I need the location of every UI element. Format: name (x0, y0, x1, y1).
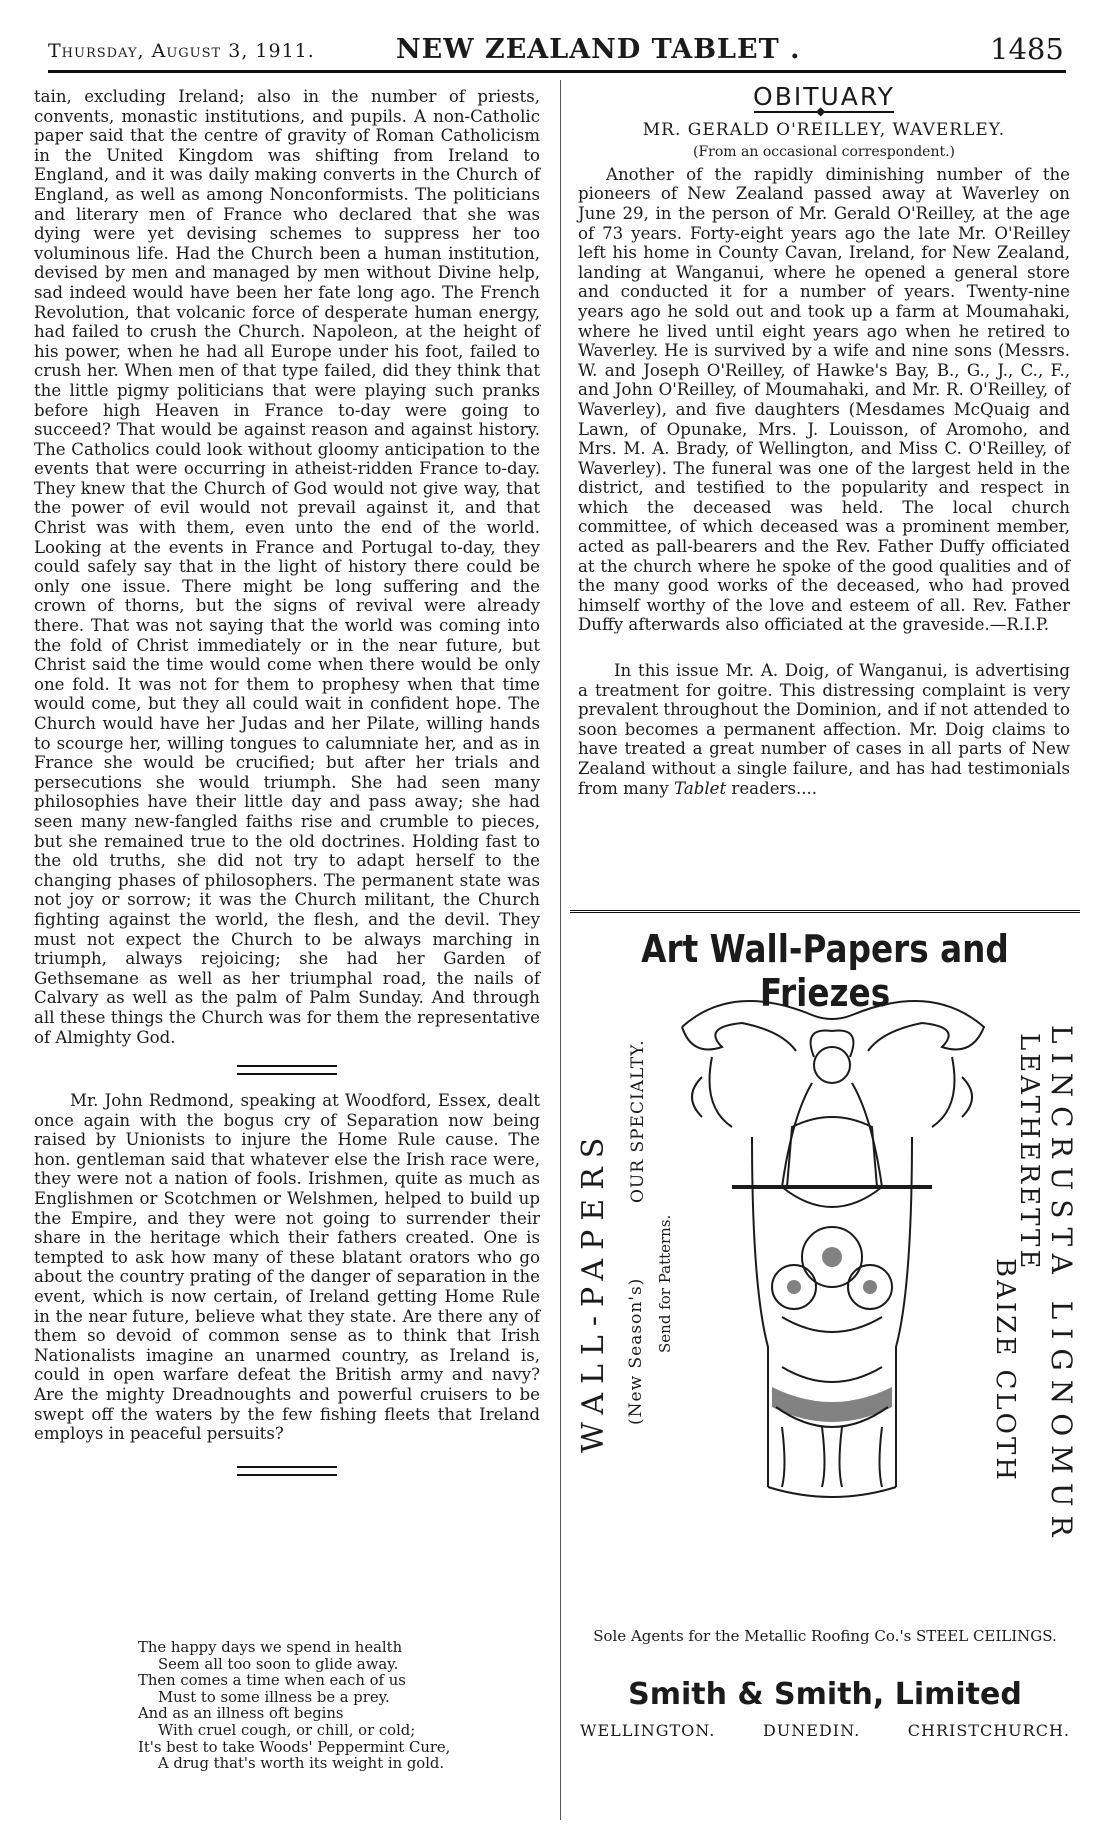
baize-cloth-label: BAIZE CLOTH (990, 1258, 1020, 1483)
redmond-paragraph: Mr. John Redmond, speaking at Woodford, Essex, dealt once again with the bogus cry of Separation now being raised by Unionists to injure the Home Rule cause. The hon. gentleman said that whatever else the Irish race were, they were not a nation of fools. Irishmen, quite as much as Englishmen or Scotchmen or Welshmen, helped to build up the Empire, and they were not going to surrender their share in the heritage which their fathers created. One is tempted to ask how many of these blatant orators who go about the country prating of the danger of separation in the event, which is now certain, of Ireland getting Home Rule in the near future, believe what they state. Are there any of them so devoid of common sense as to think that Irish Nationalists imagine an unarmed country, as Ireland is, could in open warfare defeat the British army and navy? Are the mighty Dreadnoughts and powerful cruisers to be swept off the waters by the few fishing fleets that Ireland employs in peaceful persuits? (34, 1091, 540, 1444)
peppermint-cure-poem (34, 1640, 540, 1773)
doig-text-end: readers.... (731, 778, 818, 798)
page-number: 1485 (990, 32, 1064, 66)
wall-papers-label: WALL-PAPERS (576, 1128, 611, 1453)
doig-paragraph (578, 661, 1070, 798)
poem-line: Then comes a time when each of us (138, 1672, 406, 1690)
city-wellington: WELLINGTON. (580, 1721, 716, 1740)
article-continued-paragraph: tain, excluding Ireland; also in the number of priests, convents, monastic institutions, and pupils. A non-Catholic paper said that the centre of gravity of Roman Catholicism in the United Kingdom was shifting from Ireland to England, and it was daily making converts in the Church of England, as well as among Nonconformists. The politicians and literary men of France who declared that she was dying were yet devising schemes to suppress her too voluminous life. Had the Church been a human institution, devised by men and managed by men without Divine help, sad indeed would have been her fate long ago. The French Revolution, that volcanic force of desperate human energy, had failed to crush the Church. Napoleon, at the height of his power, when he had all Europe under his foot, failed to crush her. When men of that type failed, did they think that the little pigmy politicians that were playing such pranks before high Heaven in France to-day were going to succeed? That would be against reason and against history. The Catholics could look without gloomy anticipation to the events that were occurring in atheist-ridden France to-day. They knew that the Church of God would not give way, that the power of evil would not prevail against it, and that Christ was with them, even unto the end of the world. Looking at the events in France and Portugal to-day, they could safely say that in the light of history there could be only one issue. There might be long suffering and the crown of thorns, but the signs of revival were already there. That was not saying that the world was coming into the fold of Christ immediately or in the near future, but Christ said the time would come when there would be only one fold. It was not for them to prophesy when that time would come, but they all could wait in confident hope. The Church would have her Judas and her Pilate, willing hands to scourge her, willing tongues to calumniate her, and as in France she would be crucified; but after her trials and persecutions she would triumph. She had seen many philosophies have their little day and pass away; she had seen many new-fangled faiths rise and crumble to pieces, but she remained true to the old doctrines. Holding fast to the old truths, she did not try to adapt herself to the changing phases of philosophers. The permanent state was not joy or sorrow; it was the Church militant, the Church fighting against the world, the flesh, and the devil. They must not expect the Church to be always marching in triumph, always rejoicing; she had her Garden of Gethsemane as well as her triumphal road, the nails of Calvary as well as the palm of Palm Sunday. And through all these things the Church was for them the representative of Almighty God. (34, 87, 540, 1047)
wallpaper-advertisement (570, 910, 1080, 1803)
section-divider (237, 1466, 337, 1476)
newspaper-title: NEW ZEALAND TABLET . (396, 34, 801, 65)
lincrusta-label: LINCRUSTA LIGNOMUR (1045, 1025, 1078, 1546)
poem-line: The happy days we spend in health (138, 1639, 403, 1656)
poem-line: A drug that's worth its weight in gold. (158, 1755, 445, 1773)
diamond-rule-icon (754, 111, 894, 113)
send-for-patterns-label: Send for Patterns. (656, 1214, 674, 1353)
poem-line: Must to some illness be a prey. (158, 1688, 390, 1706)
page-header (0, 0, 1114, 80)
left-column (34, 87, 540, 1476)
obituary-heading: OBITUARY (753, 82, 895, 111)
cities-row (580, 1721, 1070, 1740)
obituary-byline: (From an occasional correspondent.) (692, 144, 955, 161)
poem-line: It's best to take Woods' Peppermint Cure, (138, 1738, 451, 1756)
doig-text: In this issue Mr. A. Doig, of Wanganui, is advertising a treatment for goitre. This distressing complaint is very prevalent throughout the Dominion, and if not attended to soon becomes a permanent affection. Mr. Doig claims to have treated a great number of cases in all parts of New Zealand without a single failure, and has had testimonials from many (578, 661, 1070, 798)
new-season-label: (New Season's) (626, 1277, 646, 1425)
our-specialty-label: OUR SPECIALTY. (628, 1039, 648, 1203)
column-separator (560, 80, 561, 1820)
sole-agents-text: Sole Agents for the Metallic Roofing Co.'s STEEL CEILINGS. (593, 1627, 1057, 1645)
city-dunedin: DUNEDIN. (762, 1721, 861, 1740)
poem-line: Seem all too soon to glide away. (158, 1655, 399, 1673)
tablet-italic: Tablet (674, 778, 727, 798)
obituary-body: Another of the rapidly diminishing number of the pioneers of New Zealand passed away at Waverley on June 29, in the person of Mr. Gerald O'Reilley, at the age of 73 years. Forty-eight years ago the late Mr. O'Reilley left his home in County Cavan, Ireland, for New Zealand, landing at Wanganui, where he opened a general store and conducted it for a number of years. Twenty-nine years ago he sold out and took up a farm at Moumahaki, where he lived until eight years ago when he retired to Waverley. He is survived by a wife and nine sons (Messrs. W. and Joseph O'Reilley, of Hawke's Bay, B., G., J., C., F., and John O'Reilley, of Moumahaki, and Mr. R. O'Reilley, of Waverley), and five daughters (Mesdames McQuaig and Lawn, of Opunake, Mrs. J. Louisson, of Aromoho, and Mrs. M. A. Brady, of Wellington, and Miss C. O'Reilley, of Waverley). The funeral was one of the largest held in the district, and testified to the popularity and respect in which the deceased was held. The local church committee, of which deceased was a prominent member, acted as pall-bearers and the Rev. Father Duffy officiated at the church where he spoke of the good qualities and of the many good works of the deceased, who had proved himself worthy of the love and esteem of all. Rev. Father Duffy afterwards also officiated at the graveside.—R.I.P. (578, 164, 1070, 635)
section-divider (237, 1065, 337, 1075)
poem-line: With cruel cough, or chill, or cold; (158, 1721, 416, 1739)
city-christchurch: CHRISTCHURCH. (907, 1721, 1070, 1740)
leatherette-label: LEATHERETTE (1014, 1033, 1044, 1272)
right-column (578, 82, 1070, 798)
header-rule (48, 70, 1066, 73)
obituary-subtitle: MR. GERALD O'REILLEY, WAVERLEY. (642, 119, 1006, 140)
company-name: Smith & Smith, Limited (628, 1677, 1022, 1712)
poem-line: And as an illness oft begins (138, 1705, 344, 1723)
ad-heading: Art Wall-Papers and Friezes (641, 927, 1009, 1015)
issue-date: Thursday, August 3, 1911. (48, 40, 315, 62)
art-nouveau-woman-illustration (672, 987, 992, 1507)
